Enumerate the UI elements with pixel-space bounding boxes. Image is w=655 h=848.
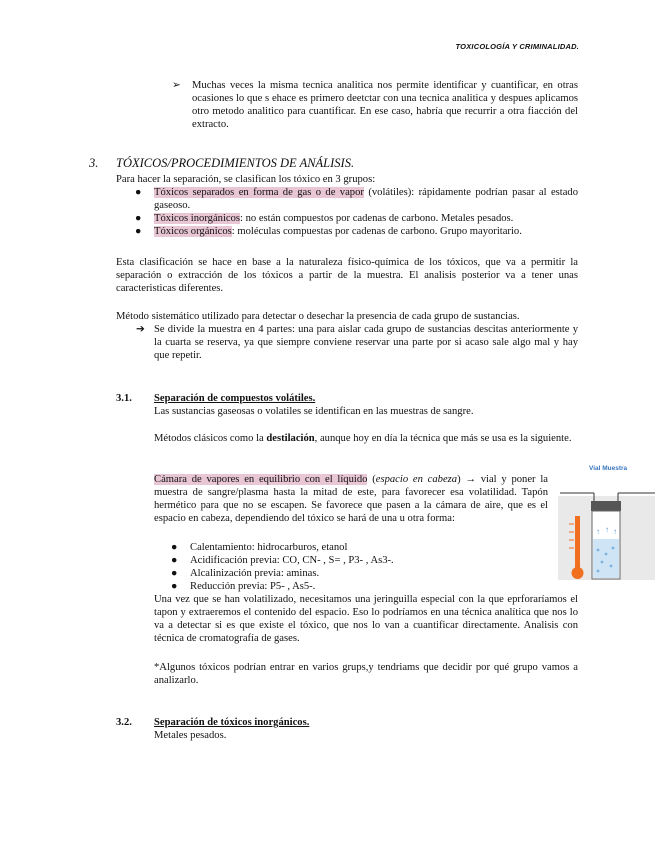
list-item [135, 186, 579, 212]
arrow-bullet-icon: ➢ [172, 80, 181, 91]
svg-text:↑: ↑ [613, 527, 617, 536]
section-3-title: TÓXICOS/PROCEDIMIENTOS DE ANÁLISIS. [116, 156, 355, 170]
page-header: TOXICOLOGÍA Y CRIMINALIDAD. [455, 42, 579, 51]
thermometer-stem [575, 516, 580, 570]
intro-paragraph: Muchas veces la misma tecnica analitica nos permite identificar y cuantificar, en otras ocasiones lo que s ehace es primero deetctar con una tecnica analitica y despues aplicamos otro metodo analitico para cuantificar. En ese caso, habría que recurrir a otra fiacción del extracto. [192, 80, 578, 130]
headspace-term: espacio en cabeza [375, 474, 458, 485]
subsection-3-1-number: 3.1. [116, 393, 132, 404]
arrow-icon: ➔ [136, 324, 145, 335]
vial-figure [558, 462, 655, 582]
sample-liquid [593, 539, 619, 578]
bullet-icon: ● [135, 213, 142, 224]
bullet-icon: ● [171, 555, 178, 566]
section-3-lead: Para hacer la separación, se clasifican los tóxico en 3 grupos: [116, 174, 376, 185]
highlighted-term: Tóxicos orgánicos [154, 226, 232, 237]
highlighted-term: Tóxicos separados en forma de gas o de vapor [154, 187, 364, 198]
group-list [135, 186, 579, 238]
list-item [135, 225, 578, 238]
list-item: ● Reducción previa: P5- , As5-. [171, 581, 316, 592]
list-item: ● Calentamiento: hidrocarburos, etanol [171, 542, 348, 553]
list-item-text: : no están compuestos por cadenas de carbono. Metales pesados. [240, 213, 514, 224]
bullet-icon: ● [171, 581, 178, 592]
treatment-list [171, 541, 490, 593]
classification-paragraph: Esta clasificación se hace en base a la naturaleza físico-química de los tóxicos, que va a permitir la separación o extracción de los tóxicos a partir de la muestra. El analisis posterior va a tener unas caracteristicas diferentes. [116, 257, 578, 294]
extraction-paragraph: Una vez que se han volatilizado, necesitamos una jeringuilla especial con la que eprforaríamos el tapon y extraeremos el contenido del espacio. Eso lo podríamos en una técnica analítica que nos lo va a detectar si es que existe el tóxico, que nos lo van a cuantificar directamente. Analisis con técnica de cromatografía de gases. [154, 594, 578, 644]
volatiles-paragraph: Las sustancias gaseosas o volatiles se identifican en las muestras de sangre. [154, 406, 474, 417]
division-paragraph: Se divide la muestra en 4 partes: una para aislar cada grupo de sustancias descitas anteriormente y la cuarta se reserva, ya que siempre conviene reservar una parte por si acaso sale algo mal y hay que repetir. [154, 324, 578, 361]
bullet-icon: ● [171, 542, 178, 553]
list-item-text: (volátiles): rápidamente podrían pasar al estado gaseoso. [154, 187, 579, 211]
list-item-text: : moléculas compuestas por cadenas de carbono. Grupo mayoritario. [231, 226, 522, 237]
vial-label: Vial Muestra [589, 465, 628, 472]
subsection-3-2-number: 3.2. [116, 717, 132, 728]
distillation-term: destilación [266, 433, 315, 444]
note-paragraph: *Algunos tóxicos podrían entrar en varios grups,y tendriams que decidir por qué grupo vamos a analizarlo. [154, 662, 578, 686]
headspace-paragraph: Cámara de vapores en equilibrio con el líquido (espacio en cabeza) → vial y poner la muestra de sangre/plasma hasta la mitad de este, para favorecer esa volatilidad. Tapón hermético para que no se escapen. Se favorece que pasen a la cámara de aire, que es el espacio en cabeza, dependiendo del tóxico se hará de una u otra forma: [154, 474, 549, 524]
thermometer-bulb [572, 567, 584, 579]
vial-cap [591, 501, 621, 511]
svg-text:↑: ↑ [596, 527, 600, 536]
list-item [135, 212, 578, 225]
section-3-number: 3. [89, 156, 99, 170]
classic-methods-paragraph: Métodos clásicos como la destilación, aunque hoy en día la técnica que más se usa es la siguiente. [154, 433, 572, 444]
list-item: ● Acidificación previa: CO, CN- , S= , P3- , As3-. [171, 555, 394, 566]
bullet-icon: ● [135, 226, 142, 237]
subsection-3-2-title: Separación de tóxicos inorgánicos. [154, 717, 310, 728]
bullet-icon: ● [135, 187, 142, 198]
svg-text:↑: ↑ [605, 525, 609, 534]
highlighted-term: Tóxicos inorgánicos [154, 213, 241, 224]
heavy-metals-paragraph: Metales pesados. [154, 730, 227, 741]
bullet-icon: ● [171, 568, 178, 579]
method-paragraph: Método sistemático utilizado para detectar o desechar la presencia de cada grupo de sustancias. [116, 311, 520, 322]
highlighted-term: Cámara de vapores en equilibrio con el líquido [154, 474, 368, 485]
vial-diagram [558, 472, 655, 584]
list-item: ● Alcalinización previa: aminas. [171, 568, 320, 579]
subsection-3-1-title: Separación de compuestos volátiles. [154, 393, 316, 404]
